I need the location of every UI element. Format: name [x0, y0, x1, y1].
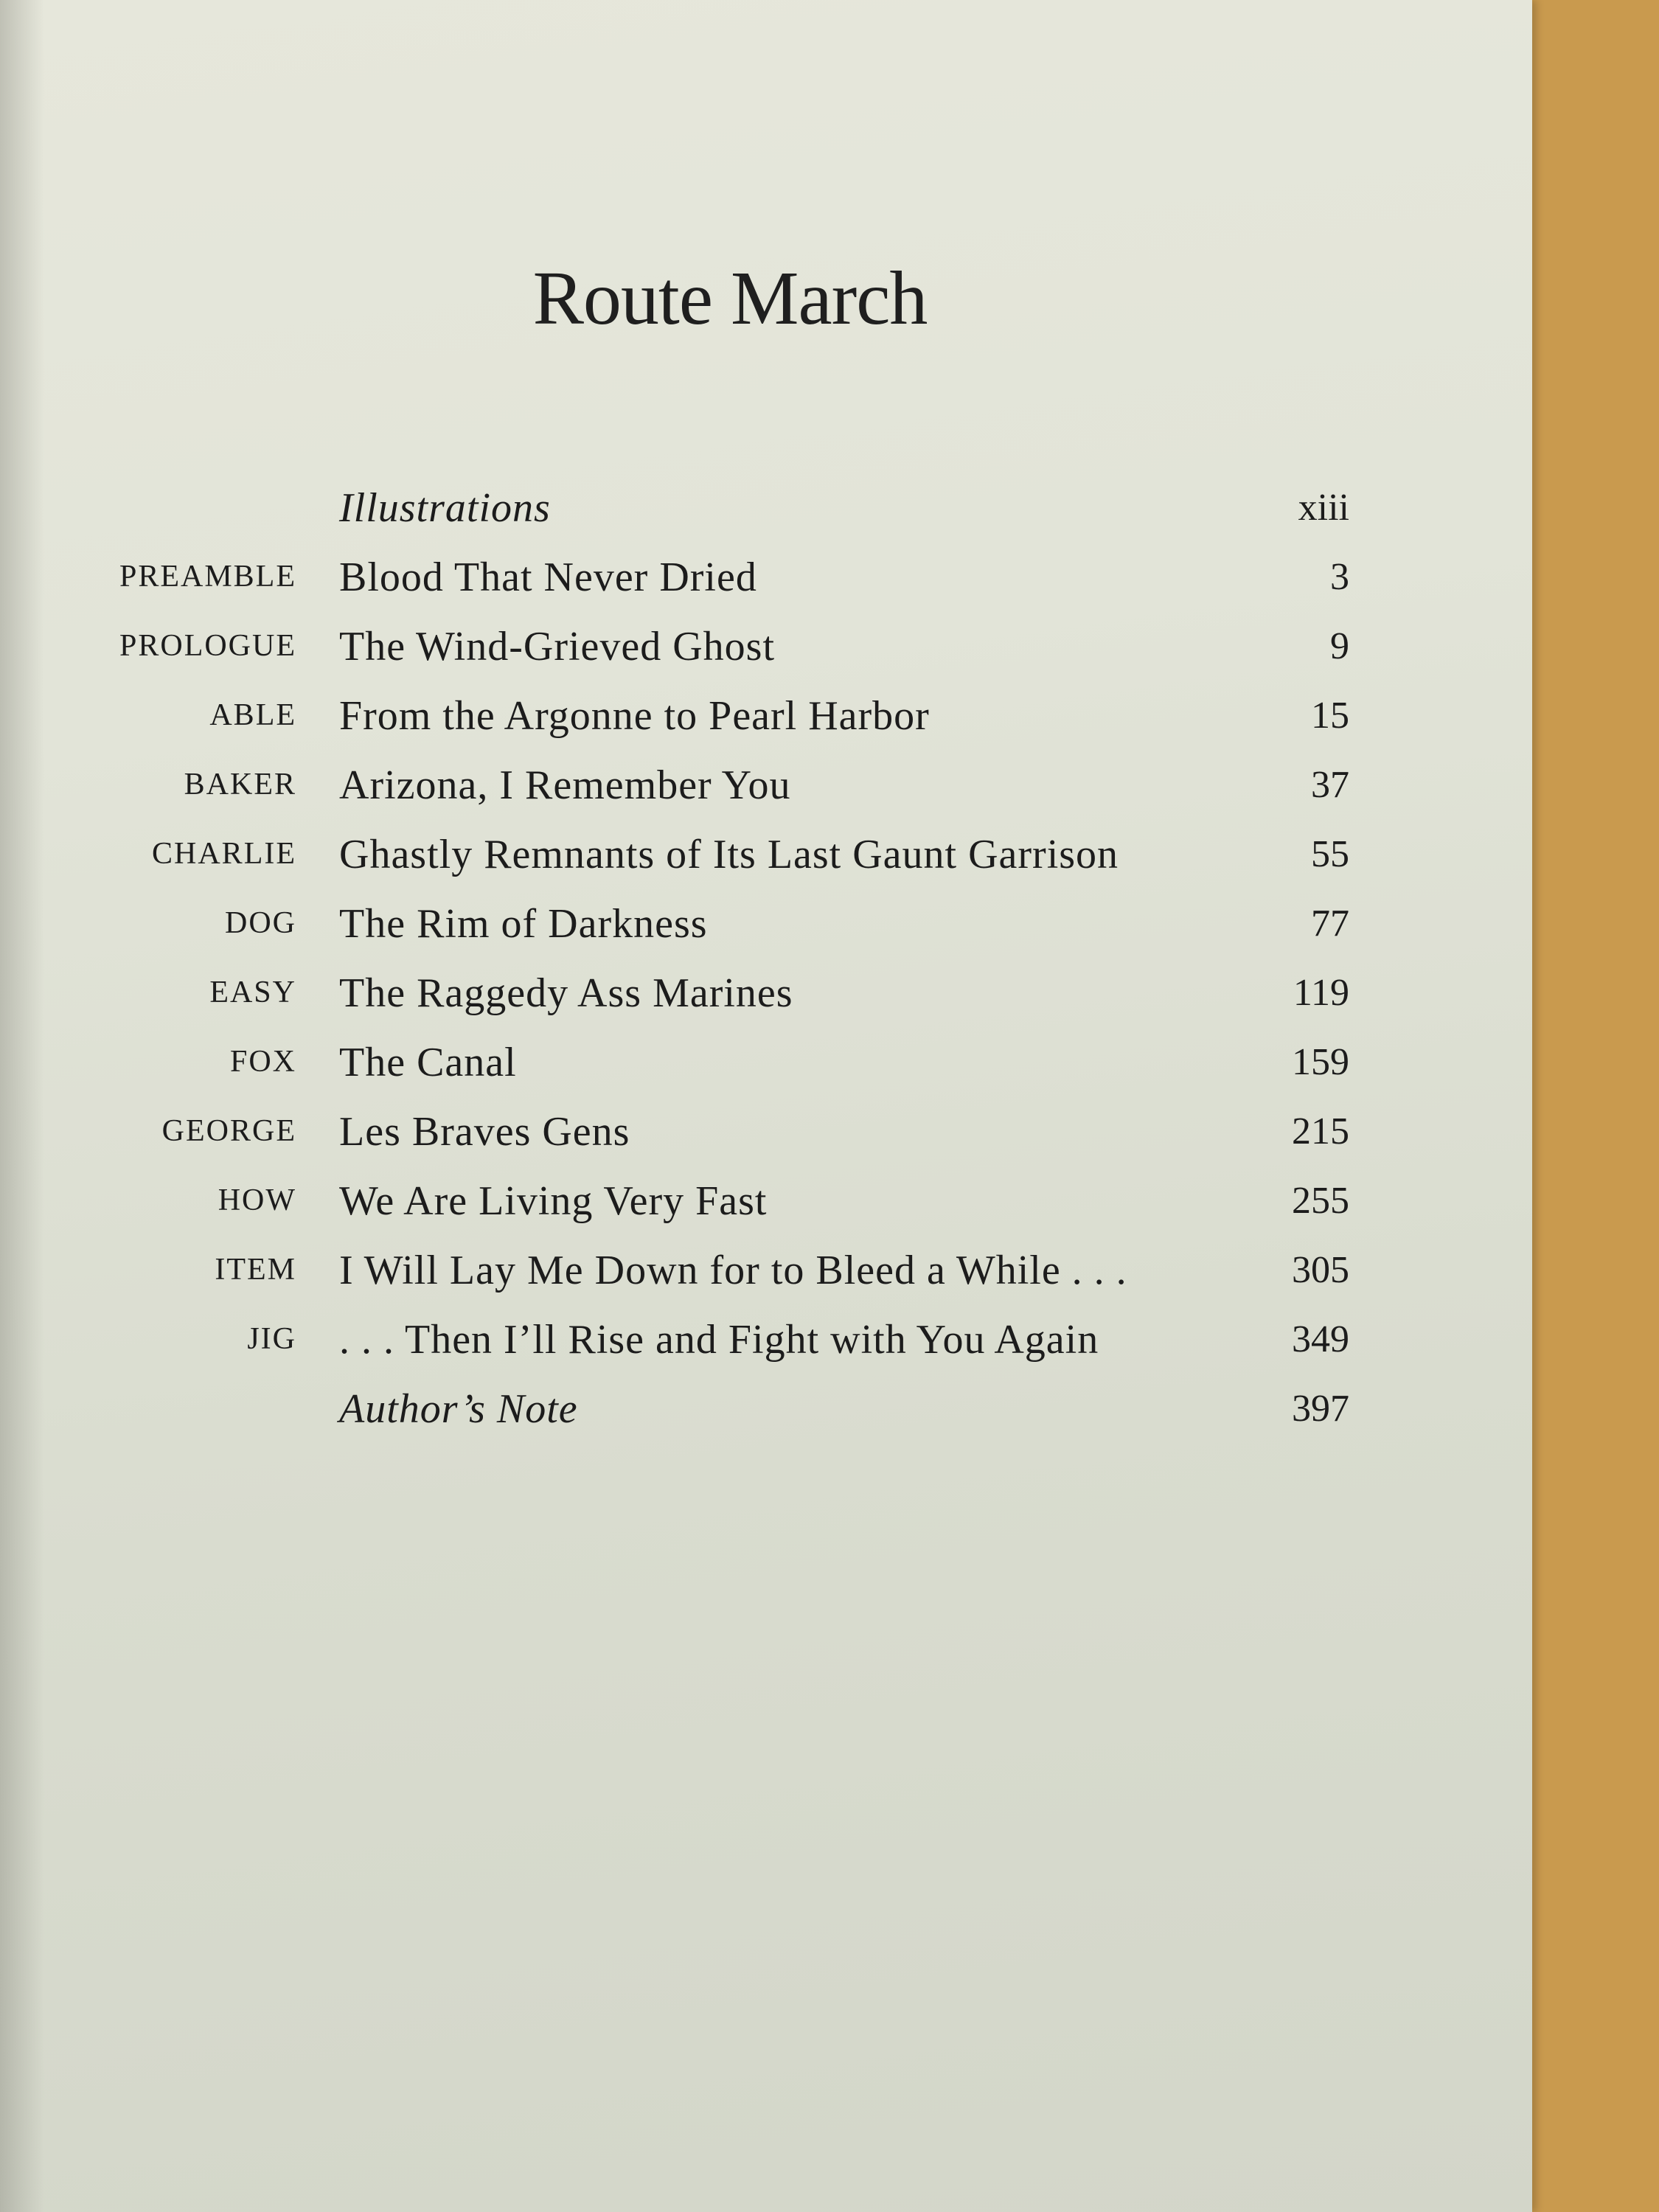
entry-title: The Wind-Grieved Ghost — [339, 624, 776, 669]
page-title: Route March — [532, 256, 928, 341]
table-of-contents — [0, 479, 1532, 1450]
toc-entry-dog — [0, 895, 1532, 953]
toc-entry-charlie — [0, 826, 1532, 883]
entry-title: We Are Living Very Fast — [339, 1178, 768, 1224]
entry-page-number: 305 — [1292, 1249, 1349, 1291]
toc-entry-illustrations — [0, 479, 1532, 537]
entry-title: I Will Lay Me Down for to Bleed a While . . . — [339, 1248, 1127, 1293]
entry-label: GEORGE — [161, 1114, 296, 1148]
entry-label: ABLE — [209, 698, 296, 732]
entry-page-number: 119 — [1293, 972, 1349, 1014]
entry-page-number: 77 — [1311, 902, 1349, 945]
toc-entry-george — [0, 1103, 1532, 1161]
toc-entry-able — [0, 687, 1532, 745]
toc-entry-preamble — [0, 549, 1532, 606]
entry-page-number: 159 — [1292, 1041, 1349, 1083]
entry-title: Les Braves Gens — [339, 1109, 630, 1155]
entry-page-number: 215 — [1292, 1110, 1349, 1152]
entry-label: EASY — [209, 975, 296, 1009]
entry-label: CHARLIE — [152, 837, 296, 871]
entry-page-number: xiii — [1298, 487, 1349, 529]
entry-label — [0, 479, 339, 490]
toc-entry-fox — [0, 1034, 1532, 1091]
entry-label: BAKER — [184, 768, 296, 801]
toc-entry-prologue — [0, 618, 1532, 675]
entry-title: The Raggedy Ass Marines — [339, 970, 793, 1016]
entry-page-number: 9 — [1330, 625, 1349, 667]
toc-entry-authors-note — [0, 1380, 1532, 1438]
toc-entry-jig — [0, 1311, 1532, 1368]
entry-title: . . . Then I’ll Rise and Fight with You Again — [339, 1317, 1099, 1363]
entry-label — [0, 1380, 339, 1391]
entry-title: Illustrations — [339, 485, 551, 531]
toc-entry-easy — [0, 964, 1532, 1022]
entry-page-number: 255 — [1292, 1180, 1349, 1222]
entry-page-number: 55 — [1311, 833, 1349, 875]
entry-label: JIG — [247, 1322, 296, 1356]
entry-title: From the Argonne to Pearl Harbor — [339, 693, 930, 739]
entry-label: PROLOGUE — [119, 629, 296, 663]
entry-title: The Rim of Darkness — [339, 901, 708, 947]
entry-page-number: 349 — [1292, 1318, 1349, 1360]
entry-label: FOX — [229, 1045, 296, 1079]
entry-label: HOW — [218, 1183, 296, 1217]
toc-entry-item — [0, 1242, 1532, 1299]
entry-title: Blood That Never Dried — [339, 554, 757, 600]
toc-entry-baker — [0, 757, 1532, 814]
entry-title: Ghastly Remnants of Its Last Gaunt Garrison — [339, 832, 1119, 877]
entry-label: PREAMBLE — [119, 560, 296, 594]
entry-title: The Canal — [339, 1040, 517, 1085]
entry-page-number: 3 — [1330, 556, 1349, 598]
toc-entry-how — [0, 1172, 1532, 1230]
entry-label: ITEM — [215, 1253, 296, 1287]
entry-title: Author’s Note — [339, 1386, 578, 1432]
entry-page-number: 15 — [1311, 695, 1349, 737]
entry-page-number: 397 — [1292, 1388, 1349, 1430]
entry-page-number: 37 — [1311, 764, 1349, 806]
entry-label: DOG — [225, 906, 296, 940]
entry-title: Arizona, I Remember You — [339, 762, 791, 808]
